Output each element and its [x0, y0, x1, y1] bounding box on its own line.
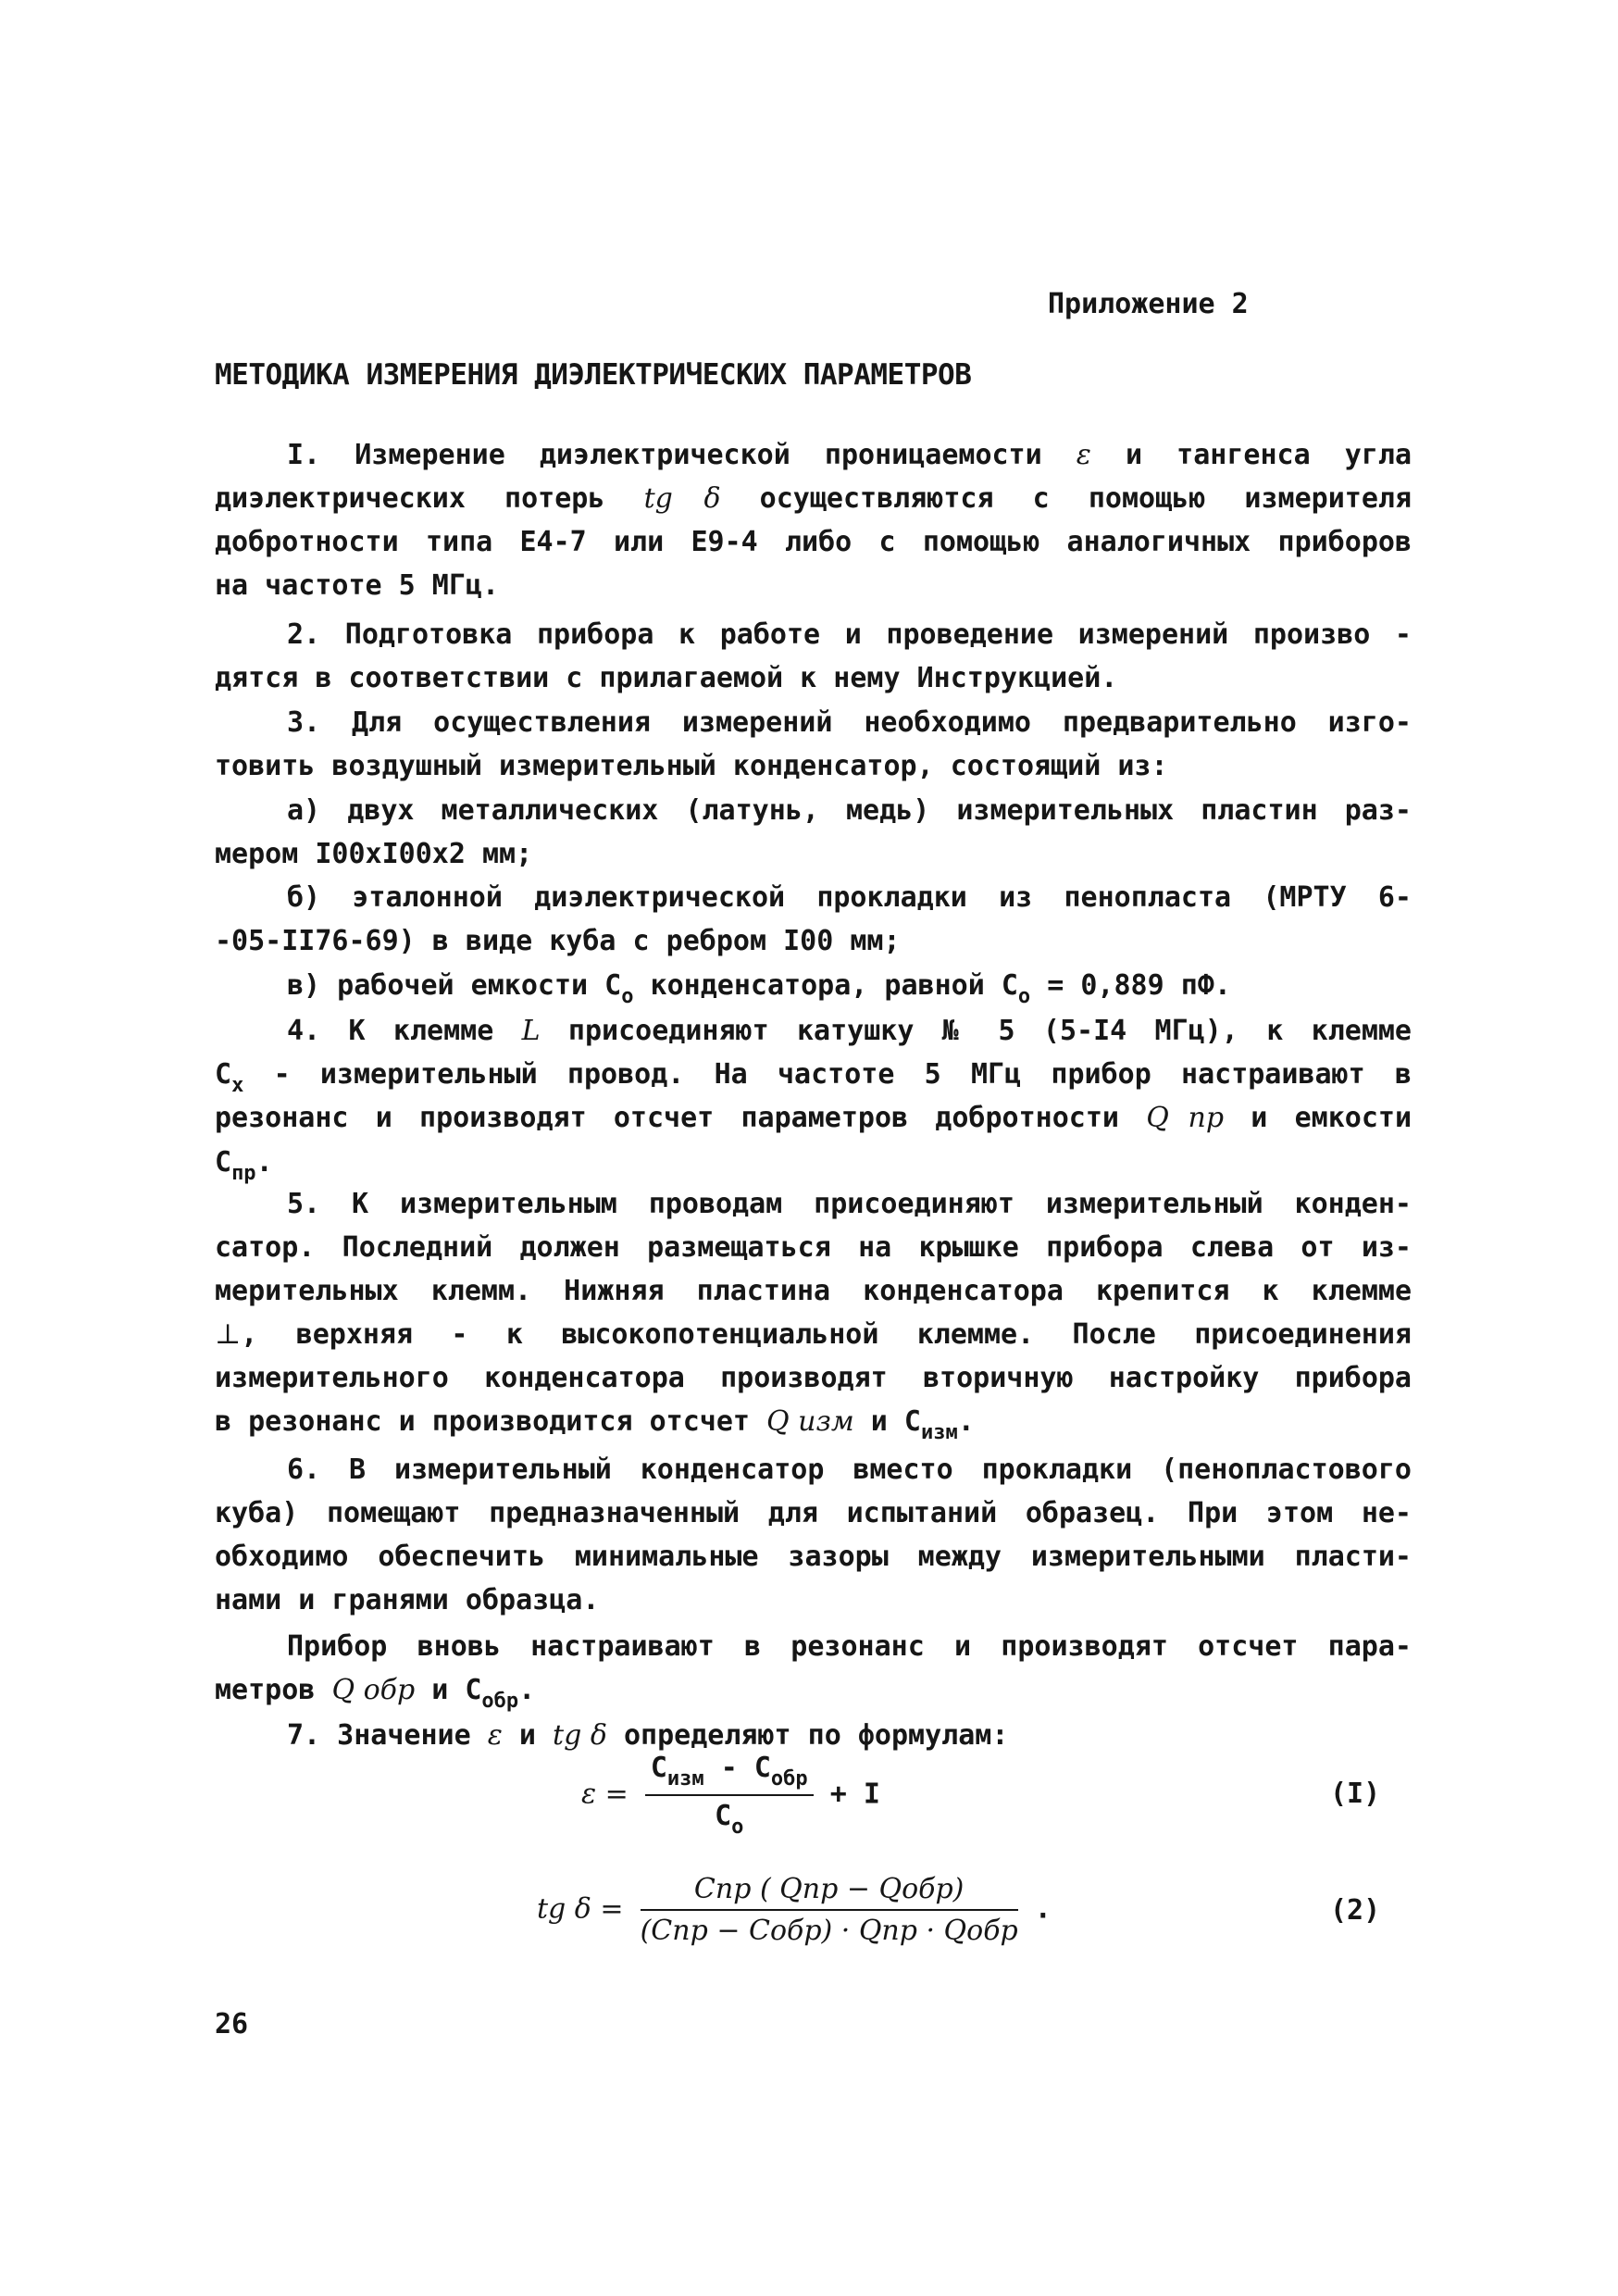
item4-line1: 4. К клемме L присоединяют катушку № 5 (5-I4 МГц), к клемме — [287, 1015, 1412, 1047]
item6-line3: обходимо обеспечить минимальные зазоры между измерительными пласти- — [215, 1541, 1412, 1573]
Q-izm-symbol: Q изм — [766, 1405, 854, 1438]
item6-line1: 6. В измерительный конденсатор вместо прокладки (пенопластового — [287, 1454, 1412, 1486]
item1-line2: диэлектрических потерь tg δ осуществляются с помощью измерителя — [215, 482, 1413, 515]
c-zero-subscript: о — [621, 985, 634, 1008]
item5-line6: в резонанс и производится отсчет Q изм и $С_{изм}$. — [215, 1405, 975, 1444]
item5-line1: 5. К измерительным проводам присоединяют измерительный конден- — [287, 1188, 1412, 1220]
formula-epsilon-fraction: $\frac{С_{изм} - С_{обр}}{С_о}$ — [645, 1752, 814, 1839]
Q-obr-symbol: Q обр — [331, 1674, 416, 1706]
equation-number-2: (2) — [1330, 1894, 1381, 1927]
equation-number-1: (I) — [1330, 1778, 1381, 1810]
epsilon-symbol: ε — [1076, 439, 1091, 471]
page-number: 26 — [215, 2008, 249, 2040]
ground-terminal-icon: ⊥ — [215, 1318, 242, 1351]
item5-line4: ⊥, верхняя - к высокопотенциальной клемме. После присоединения — [215, 1318, 1412, 1351]
item5-line3: мерительных клемм. Нижняя пластина конденсатора крепится к клемме — [215, 1275, 1412, 1307]
item3-line1: 3. Для осуществления измерений необходимо предварительно изго- — [287, 706, 1412, 739]
L-symbol: L — [521, 1015, 541, 1047]
c-zero-subscript: о — [1017, 985, 1031, 1008]
item2-line1: 2. Подготовка прибора к работе и проведение измерений произво - — [287, 618, 1412, 651]
item3-c-line: в) рабочей емкости $С_о$ конденсатора, равной $С_о = 0,889$ пФ. — [287, 969, 1231, 1008]
item3-line2: товить воздушный измерительный конденсатор, состоящий из: — [215, 750, 1168, 782]
section-heading: МЕТОДИКА ИЗМЕРЕНИЯ ДИЭЛЕКТРИЧЕСКИХ ПАРАМЕТРОВ — [215, 358, 972, 392]
formula-tg-delta-fraction: $\frac{\text{Cпр ( Qпр − Qобр)}}{\text{(Cпр − Cобр) · Qпр · Qобр}}$ — [640, 1873, 1018, 1947]
item6-line2: куба) помещают предназначенный для испытаний образец. При этом не- — [215, 1497, 1412, 1529]
item3-b-line2: -05-II76-69) в виде куба с ребром I00 мм; — [215, 925, 901, 957]
formula-epsilon: ε = $\frac{С_{изм} - С_{обр}}{С_о}$ + I — [581, 1752, 880, 1839]
item6-line4: нами и гранями образца. — [215, 1584, 600, 1616]
item3-a-line2: мером I00xI00x2 мм; — [215, 838, 533, 870]
tg-delta-symbol: tg δ — [643, 482, 721, 515]
item1-line1: I. Измерение диэлектрической проницаемости ε и тангенса угла — [287, 439, 1413, 471]
item5-line5: измерительного конденсатора производят вторичную настройку прибора — [215, 1362, 1412, 1394]
item6-p2-line2: метров Q обр и $С_{обр}$. — [215, 1674, 536, 1713]
item4-line4: $С_{пр}$. — [215, 1146, 273, 1185]
item4-line3: резонанс и производят отсчет параметров добротности Q пр и емкости — [215, 1102, 1413, 1134]
item1-line4: на частоте 5 МГц. — [215, 569, 500, 602]
item7-line1: 7. Значение ε и tg δ определяют по формулам: — [287, 1719, 1009, 1752]
item5-line2: сатор. Последний должен размещаться на крышке прибора слева от из- — [215, 1231, 1412, 1264]
item3-a-line1: а) двух металлических (латунь, медь) измерительных пластин раз- — [287, 794, 1412, 827]
item4-line2: $С_х$ - измерительный провод. На частоте 5 МГц прибор настраивают в — [215, 1058, 1412, 1097]
item6-p2-line1: Прибор вновь настраивают в резонанс и производят отсчет пара- — [287, 1630, 1412, 1663]
item1-line3: добротности типа Е4-7 или Е9-4 либо с помощью аналогичных приборов — [215, 526, 1412, 558]
item2-line2: дятся в соответствии с прилагаемой к нему Инструкцией. — [215, 662, 1118, 694]
item3-b-line1: б) эталонной диэлектрической прокладки из пенопласта (МРТУ 6- — [287, 881, 1412, 914]
formula-tg-delta: tg δ = $\frac{\text{Cпр ( Qпр − Qобр)}}{\text{(Cпр − Cобр) · Qпр · Qобр}}$ . — [537, 1873, 1052, 1947]
appendix-label: Приложение 2 — [1048, 288, 1249, 320]
Q-pr-symbol: Q пр — [1146, 1102, 1225, 1134]
